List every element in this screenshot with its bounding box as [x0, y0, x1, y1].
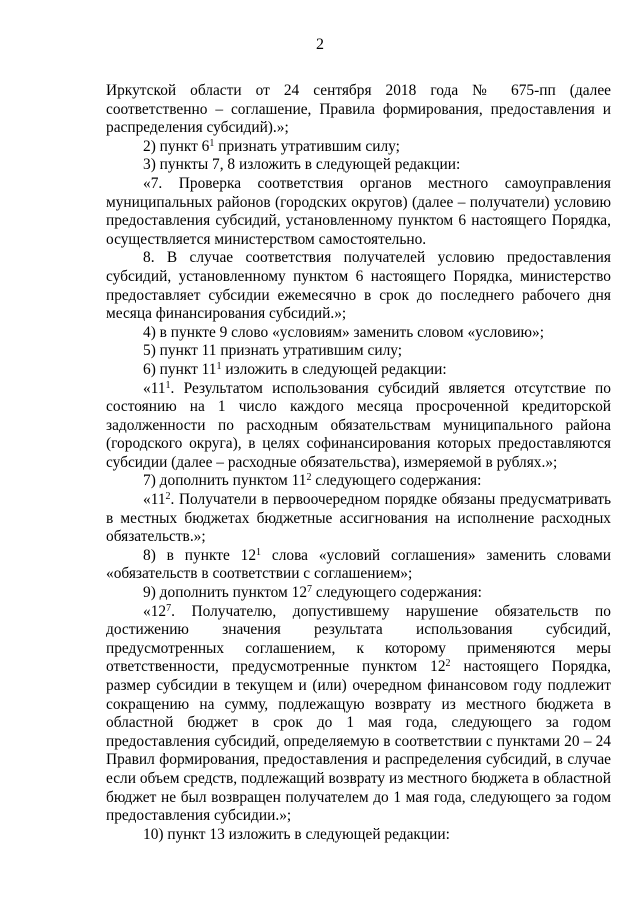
paragraph-p2 — [106, 138, 611, 157]
paragraph-p8 — [106, 361, 611, 380]
paragraph-p5 — [106, 249, 611, 323]
text-run: «11 — [143, 491, 166, 509]
superscript-index: 7 — [166, 602, 172, 614]
paragraph-p12 — [106, 547, 611, 584]
superscript-index: 2 — [165, 491, 171, 503]
text-run: 5) пункт 11 признать утратившим силу; — [143, 342, 403, 360]
text-run: . Получатели в первоочередном порядке обязаны предусматривать в местных бюджетах бюджетные ассигнования на исполнение расходных обязательств.»; — [106, 491, 611, 546]
text-run: 8) в пункте 12 — [143, 546, 257, 564]
superscript-index: 1 — [209, 137, 215, 149]
paragraph-p14 — [106, 603, 611, 826]
paragraph-p6 — [106, 324, 611, 343]
text-run: слова «условий соглашения» заменить словами «обязательств в соответствии с соглашением»; — [106, 546, 611, 583]
paragraph-p10 — [106, 472, 611, 491]
text-run: 4) в пункте 9 слово «условиям» заменить словом «условию»; — [143, 323, 545, 341]
text-run: . Результатом использования субсидий является отсутствие по состоянию на 1 число каждого месяца просроченной кредиторской задолженности по расходным обязательствам муниципального района (городского округа), в целях софинансирования которых предоставляются субсидии (далее – расходные обязательства), измеряемой в рублях.»; — [106, 379, 611, 471]
paragraph-p15 — [106, 826, 611, 845]
text-run: 2) пункт 6 — [143, 137, 210, 155]
text-run: настоящего Порядка, размер субсидии в текущем и (или) очередном финансовом году подлежит сокращению на сумму, подлежащую возврату из местного бюджета в областной бюджет в срок до 1 мая года, следующего за годом предоставления субсидий, определяемую в соответствии с пунктами 20 – 24 Правил формирования, предоставления и распределения субсидий, в случае если объем средств, подлежащий возврату из местного бюджета в областной бюджет не был возвращен получателем до 1 мая года, следующего за годом предоставления субсидии.»; — [106, 658, 612, 825]
superscript-index: 7 — [307, 584, 313, 596]
text-run: 8. В случае соответствия получателей условию предоставления субсидий, установленному пунктом 6 настоящего Порядка, министерство предоставляет субсидии ежемесячно в срок до последнего рабочего дня месяца финансирования субсидий.»; — [106, 249, 611, 323]
text-run: «12 — [143, 602, 167, 620]
paragraph-p11 — [106, 491, 611, 547]
text-run: признать утратившим силу; — [214, 137, 400, 155]
text-run: Иркутской области от 24 сентября 2018 года № 675-пп (далее соответственно – соглашение, Правила формирования, предоставления и распределения субсидий).»; — [106, 82, 611, 137]
paragraph-p7 — [106, 342, 611, 361]
superscript-index: 1 — [216, 360, 222, 372]
text-run: 3) пункты 7, 8 изложить в следующей редакции: — [143, 156, 461, 174]
superscript-index: 1 — [165, 379, 171, 391]
text-run: изложить в следующей редакции: — [221, 360, 447, 378]
page-number: 2 — [316, 36, 324, 53]
paragraph-p3 — [106, 156, 611, 175]
text-run: 7) дополнить пунктом 11 — [143, 472, 307, 490]
document-body — [106, 82, 611, 844]
text-run: 9) дополнить пунктом 12 — [143, 584, 308, 602]
superscript-index: 2 — [306, 472, 312, 484]
text-run: следующего содержания: — [312, 584, 482, 602]
text-run: «7. Проверка соответствия органов местного самоуправления муниципальных районов (городских округов) (далее – получатели) условию предоставления субсидий, установленному пунктом 6 настоящего Порядка, осуществляется министерством самостоятельно. — [106, 174, 611, 248]
paragraph-p4 — [106, 175, 611, 249]
text-run: 6) пункт 11 — [143, 360, 217, 378]
text-run: следующего содержания: — [311, 472, 482, 490]
paragraph-p1 — [106, 82, 611, 138]
text-run: «11 — [143, 379, 166, 397]
paragraph-p13 — [106, 584, 611, 603]
text-run: . Получателю, допустившему нарушение обязательств по достижению значения результата использования субсидий, предусмотренных соглашением, к которому применяются меры ответственности, предусмотренные пунктом 12 — [106, 602, 611, 676]
superscript-index: 2 — [445, 658, 451, 670]
superscript-index: 1 — [256, 546, 262, 558]
text-run: 10) пункт 13 изложить в следующей редакции: — [143, 825, 450, 843]
paragraph-p9 — [106, 380, 611, 473]
